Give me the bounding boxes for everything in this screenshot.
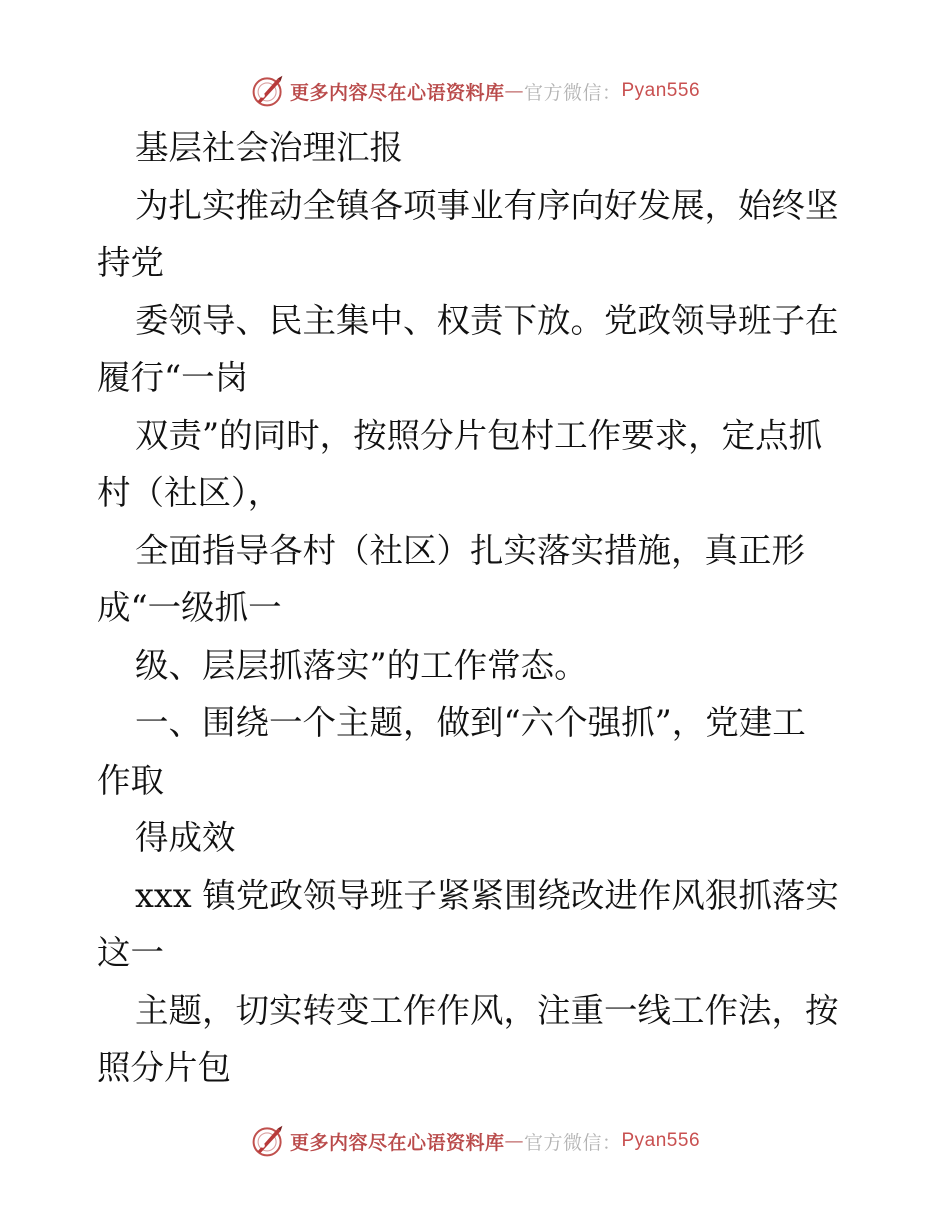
text-line: 照分片包	[97, 1048, 231, 1087]
text-line: 委领导、民主集中、权责下放。党政领导班子在	[135, 300, 839, 340]
header-dash: —	[504, 80, 524, 102]
text-line: 双责”的同时，按照分片包村工作要求，定点抓	[135, 415, 823, 455]
text-line: 主题，切实转变工作作风，注重一线工作法，按	[135, 990, 839, 1030]
quill-pen-seal-icon	[250, 1123, 286, 1159]
footer-wechat-id: Pyan556	[621, 1130, 701, 1151]
text-line: xxx 镇党政领导班子紧紧围绕改进作风狠抓落实	[135, 875, 839, 915]
text-line: 村（社区），	[97, 473, 282, 512]
section-heading: 一、围绕一个主题，做到“六个强抓”，党建工	[135, 703, 806, 742]
footer-brand-text: 更多内容尽在心语资料库	[289, 1131, 505, 1154]
section-heading-continued: 得成效	[135, 818, 236, 857]
header-brand-text: 更多内容尽在心语资料库	[289, 81, 505, 104]
header-wechat-label: 官方微信：	[523, 81, 622, 104]
doc-title: 基层社会治理汇报	[135, 128, 403, 167]
footer-watermark	[0, 1121, 950, 1161]
quill-pen-seal-icon	[250, 73, 286, 109]
header-watermark	[0, 71, 950, 111]
footer-dash: —	[504, 1130, 524, 1152]
text-line: 为扎实推动全镇各项事业有序向好发展，始终坚	[135, 185, 839, 225]
section-heading-continued: 作取	[97, 760, 164, 800]
text-line: 履行“一岗	[97, 358, 249, 397]
text-line: 全面指导各村（社区）扎实落实措施，真正形	[135, 530, 805, 570]
text-line: 这一	[97, 933, 164, 972]
header-wechat-id: Pyan556	[621, 80, 701, 101]
footer-wechat-label: 官方微信：	[523, 1131, 622, 1154]
text-line: 持党	[97, 243, 164, 282]
text-line: 级、层层抓落实”的工作常态。	[135, 645, 588, 685]
text-line: 成“一级抓一	[97, 588, 282, 627]
document-body	[97, 119, 857, 1097]
